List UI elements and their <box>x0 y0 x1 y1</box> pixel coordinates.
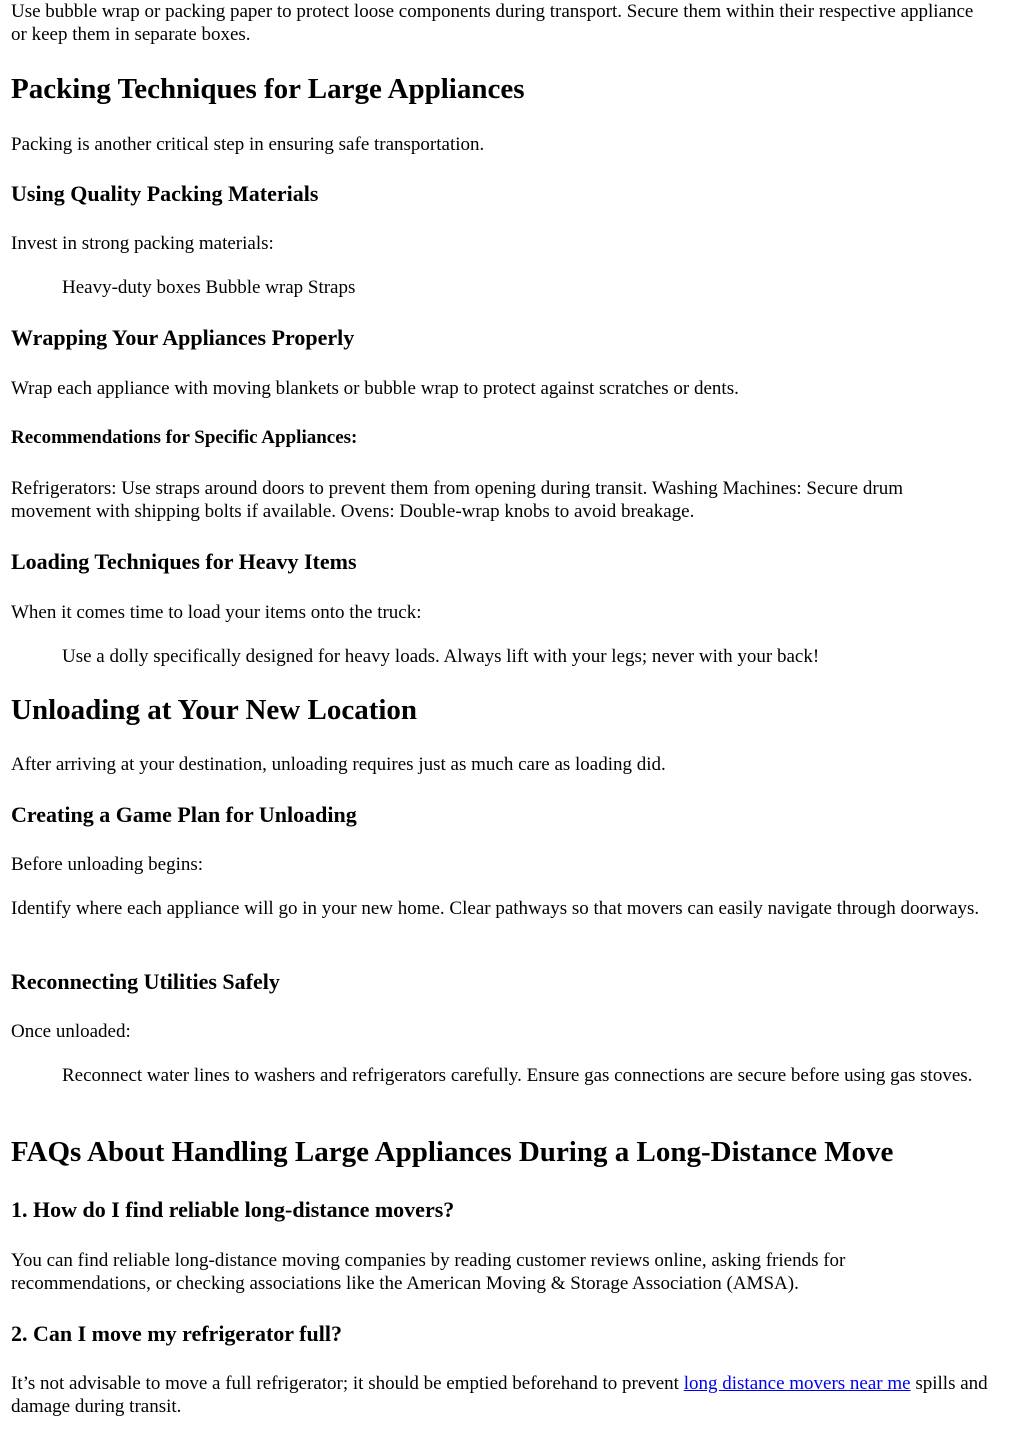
faq-1-answer: You can find reliable long-distance moving companies by reading customer reviews online, asking friends for recommendations, or checking associations like the American Moving & Storage Association (AMSA). <box>11 1250 846 1294</box>
loading-heading: Loading Techniques for Heavy Items <box>11 549 357 574</box>
faq-2-answer-after: spills and damage during transit. <box>11 1373 988 1417</box>
materials-heading: Using Quality Packing Materials <box>11 181 319 206</box>
plan-heading: Creating a Game Plan for Unloading <box>11 802 357 827</box>
faqs-heading: FAQs About Handling Large Appliances During a Long-Distance Move <box>11 1136 894 1168</box>
faq-2-answer <box>11 1372 996 1418</box>
packing-heading: Packing Techniques for Large Appliances <box>11 73 525 105</box>
unloading-intro: After arriving at your destination, unloading requires just as much care as loading did. <box>11 754 666 775</box>
materials-list: Heavy-duty boxes Bubble wrap Straps <box>62 277 356 298</box>
wrapping-heading: Wrapping Your Appliances Properly <box>11 325 355 350</box>
utilities-heading: Reconnecting Utilities Safely <box>11 969 280 994</box>
utilities-intro: Once unloaded: <box>11 1021 131 1042</box>
unloading-heading: Unloading at Your New Location <box>11 694 418 726</box>
faq-2-question: 2. Can I move my refrigerator full? <box>11 1321 342 1346</box>
utilities-list: Reconnect water lines to washers and refrigerators carefully. Ensure gas connections are secure before using gas stoves. <box>62 1065 973 1086</box>
packing-intro: Packing is another critical step in ensuring safe transportation. <box>11 134 485 155</box>
faq-1-question: 1. How do I find reliable long-distance movers? <box>11 1197 455 1222</box>
faq-2-answer-before: It’s not advisable to move a full refrigerator; it should be emptied beforehand to prevent <box>11 1373 684 1394</box>
recommendations-text: Refrigerators: Use straps around doors to prevent them from opening during transit. Washing Machines: Secure drum movement with shipping bolts if available. Ovens: Double-wrap knobs to avoid breakage. <box>11 478 903 522</box>
recommendations-heading: Recommendations for Specific Appliances: <box>11 427 358 448</box>
intro-paragraph: Use bubble wrap or packing paper to protect loose components during transport. Secure them within their respective appliance or keep them in separate boxes. <box>11 1 974 45</box>
loading-intro: When it comes time to load your items onto the truck: <box>11 602 422 623</box>
movers-near-me-link[interactable]: long distance movers near me <box>683 1373 911 1394</box>
plan-intro: Before unloading begins: <box>11 854 204 875</box>
materials-intro: Invest in strong packing materials: <box>11 233 274 254</box>
plan-text: Identify where each appliance will go in your new home. Clear pathways so that movers can easily navigate through doorways. <box>11 898 980 919</box>
wrapping-text: Wrap each appliance with moving blankets or bubble wrap to protect against scratches or dents. <box>11 378 739 399</box>
loading-list: Use a dolly specifically designed for heavy loads. Always lift with your legs; never with your back! <box>62 646 820 667</box>
